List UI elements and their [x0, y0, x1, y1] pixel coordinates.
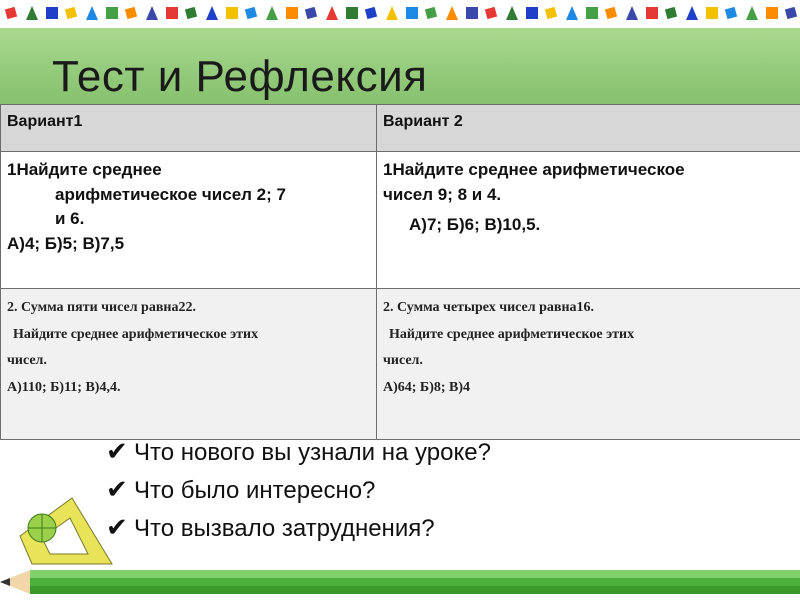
- decor-shape: [346, 7, 358, 19]
- task-text: чисел.: [383, 353, 423, 369]
- task-text: 1Найдите среднее арифметическое: [383, 160, 685, 179]
- task-text: арифметическое чисел 2; 7: [55, 184, 286, 204]
- question-item: [106, 432, 491, 470]
- answer-options: А)64; Б)8; В)4: [383, 379, 471, 395]
- decor-shape: [526, 7, 538, 19]
- check-icon: ✔: [106, 474, 128, 504]
- answer-options: А)110; Б)11; В)4,4.: [7, 379, 121, 395]
- check-icon: ✔: [106, 512, 128, 542]
- task-text: чисел.: [7, 353, 47, 369]
- answer-options: А)4; Б)5; В)7,5: [7, 233, 125, 253]
- page-title: Тест и Рефлексия: [52, 52, 428, 101]
- decor-shape: [766, 7, 778, 19]
- question-text: Что нового вы узнали на уроке?: [134, 439, 491, 466]
- question-text: Что вызвало затруднения?: [134, 515, 435, 542]
- header-variant-1: Вариант1: [1, 105, 377, 152]
- decor-shape: [706, 7, 718, 19]
- decor-shape: [406, 7, 418, 19]
- check-icon: ✔: [106, 436, 128, 466]
- decor-shape: [286, 7, 298, 19]
- decor-shape: [166, 7, 178, 19]
- task-text: 1Найдите среднее: [7, 160, 162, 179]
- decor-shape: [106, 7, 118, 19]
- question-item: [106, 470, 491, 508]
- decor-shape: [226, 7, 238, 19]
- task-text: Найдите среднее арифметическое этих: [389, 326, 635, 342]
- decor-shape: [46, 7, 58, 19]
- task-text: Найдите среднее арифметическое этих: [13, 326, 259, 342]
- decor-shape: [466, 7, 478, 19]
- reflection-questions: [106, 432, 491, 546]
- decor-shape: [646, 7, 658, 19]
- header-variant-2: Вариант 2: [377, 105, 800, 152]
- task-text: и 6.: [55, 209, 85, 229]
- task-text: чисел 9; 8 и 4.: [383, 184, 502, 204]
- task-text: 2. Сумма четырех чисел равна16.: [383, 300, 595, 315]
- task1-variant2: [377, 152, 800, 289]
- ruler-protractor-icon: [12, 488, 122, 568]
- decor-shape: [586, 7, 598, 19]
- question-item: [106, 508, 491, 546]
- answer-options: А)7; Б)6; В)10,5.: [409, 215, 541, 235]
- task2-variant1: [1, 289, 377, 440]
- question-text: Что было интересно?: [134, 477, 376, 504]
- task1-variant1: [1, 152, 377, 289]
- test-table: [0, 104, 800, 440]
- pencil-strip-icon: [0, 566, 800, 600]
- task-text: 2. Сумма пяти чисел равна22.: [7, 300, 196, 315]
- task2-variant2: [377, 289, 800, 440]
